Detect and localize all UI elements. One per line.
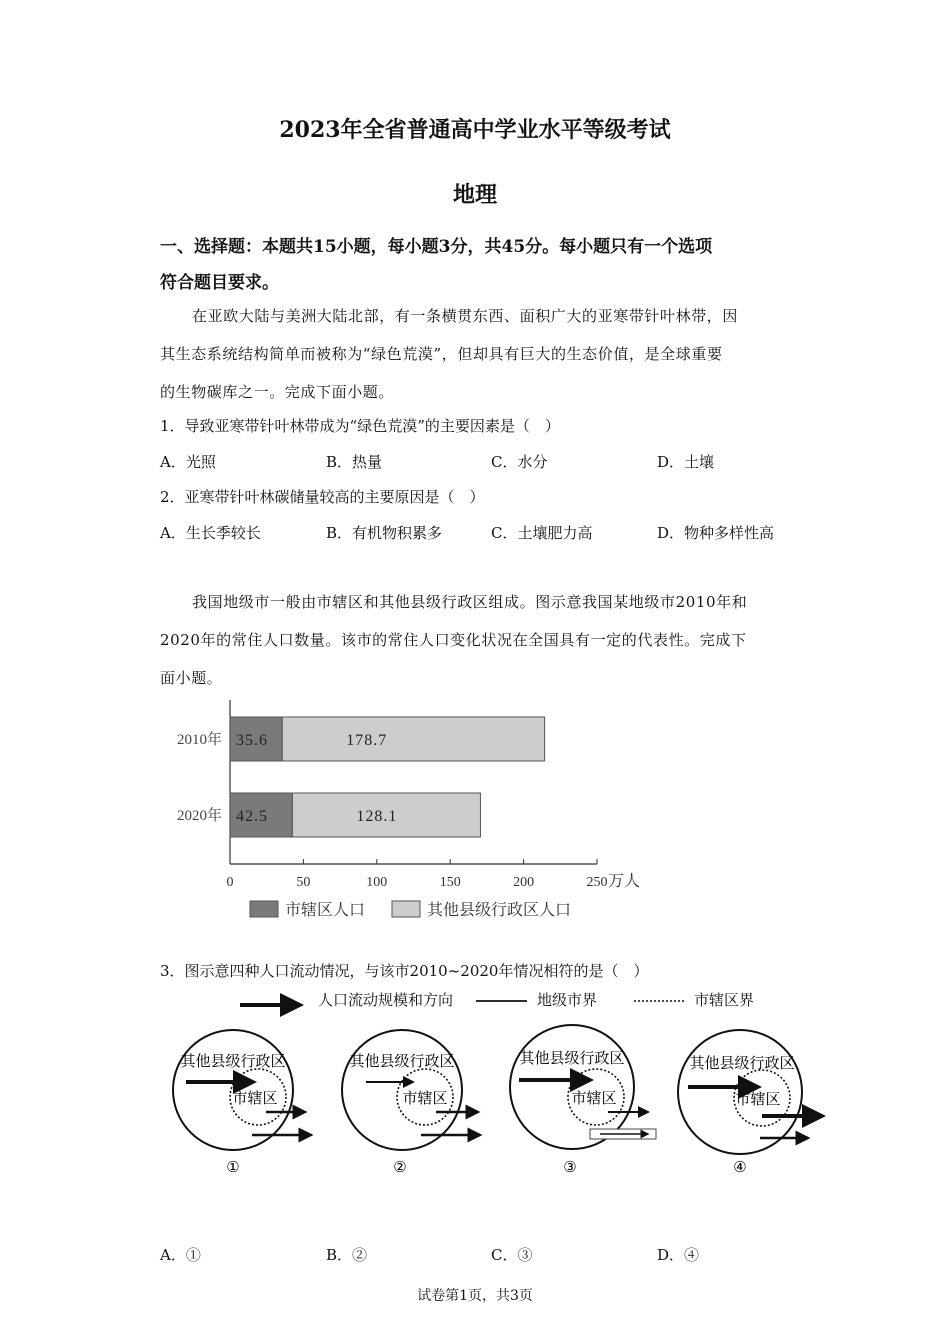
category-label-0: 2010年	[176, 732, 222, 748]
passage2-line3: 面小题。	[160, 669, 223, 687]
q3-stem: 3．图示意四种人口流动情况，与该市2010~2020年情况相符的是（ ）	[160, 962, 649, 980]
flow-diagram-4	[678, 1030, 822, 1176]
q3-option-c: C．③	[491, 1246, 533, 1264]
passage2-line1: 我国地级市一般由市辖区和其他县级行政区组成。图示意我国某地级市2010年和	[192, 593, 748, 611]
passage1-line3: 的生物碳库之一。完成下面小题。	[160, 383, 395, 401]
q2-option-b: B．有机物积累多	[326, 524, 443, 542]
diagram3-inner-label: 市辖区	[571, 1091, 617, 1107]
bar-label-1-series-0: 42.5	[236, 808, 268, 825]
q3-option-b: B．②	[326, 1246, 368, 1264]
diagram1-outer-label: 其他县级行政区	[180, 1054, 286, 1070]
subject-title: 地理	[452, 182, 497, 208]
diagram3-outer-label: 其他县级行政区	[519, 1051, 625, 1067]
legend-label-0: 市辖区人口	[285, 902, 366, 919]
q2-option-c: C．土壤肥力高	[491, 524, 593, 542]
diagram2-outer-label: 其他县级行政区	[349, 1054, 455, 1070]
q1-option-b: B．热量	[326, 453, 383, 471]
passage2-line2: 2020年的常住人口数量。该市的常住人口变化状况在全国具有一定的代表性。完成下	[160, 631, 747, 649]
q1-option-a: A．光照	[160, 453, 216, 471]
legend-label-1: 其他县级行政区人口	[427, 902, 572, 919]
diagram2-inner-label: 市辖区	[402, 1091, 448, 1107]
x-unit-label: 万人	[608, 873, 641, 890]
bar-label-1-series-1: 128.1	[356, 808, 398, 825]
flow-diagram-3	[510, 1025, 656, 1176]
diagram4-label: ④	[733, 1160, 747, 1176]
diagram4-outer-label: 其他县级行政区	[689, 1056, 795, 1072]
q2-option-d: D．物种多样性高	[657, 524, 775, 542]
bar-label-0-series-1: 178.7	[346, 732, 388, 749]
q1-option-c: C．水分	[491, 453, 548, 471]
page-footer: 试卷第1页，共3页	[417, 1288, 533, 1304]
x-tick-label-250: 250	[586, 875, 608, 890]
flow-diagram-1	[173, 1030, 311, 1176]
x-tick-label-50: 50	[296, 875, 311, 890]
flow-diagram-2	[342, 1030, 480, 1176]
q2-stem: 2．亚寒带针叶林碳储量较高的主要原因是（ ）	[160, 488, 485, 506]
exam-title: 2023年全省普通高中学业水平等级考试	[279, 117, 671, 143]
q1-option-d: D．土壤	[657, 453, 715, 471]
q3-option-d: D．④	[657, 1246, 700, 1264]
section-heading-line2: 符合题目要求。	[160, 273, 279, 293]
legend-flow-label: 人口流动规模和方向	[318, 993, 454, 1009]
x-tick-label-100: 100	[366, 875, 388, 890]
q1-stem: 1．导致亚寒带针叶林带成为“绿色荒漠”的主要因素是（ ）	[160, 417, 560, 435]
passage1-line1: 在亚欧大陆与美洲大陆北部，有一条横贯东西、面积广大的亚寒带针叶林带，因	[192, 307, 739, 325]
q2-option-a: A．生长季较长	[160, 524, 261, 542]
x-tick-label-150: 150	[439, 875, 461, 890]
category-label-1: 2020年	[176, 808, 222, 824]
q3-option-a: A．①	[160, 1246, 201, 1264]
bar-label-0-series-0: 35.6	[236, 732, 268, 749]
diagram1-inner-label: 市辖区	[232, 1091, 278, 1107]
legend-district-border-label: 市辖区界	[694, 993, 755, 1009]
diagram2-label: ②	[393, 1160, 407, 1176]
legend-city-border-label: 地级市界	[537, 993, 598, 1009]
passage1-line2: 其生态系统结构简单而被称为“绿色荒漠”，但却具有巨大的生态价值，是全球重要	[160, 345, 723, 363]
x-tick-label-0: 0	[226, 875, 234, 890]
x-tick-label-200: 200	[513, 875, 535, 890]
section-heading-line1: 一、选择题：本题共15小题，每小题3分，共45分。每小题只有一个选项	[160, 237, 713, 257]
diagram4-inner-label: 市辖区	[735, 1092, 781, 1108]
diagram1-label: ①	[226, 1160, 240, 1176]
diagram3-label: ③	[563, 1160, 577, 1176]
